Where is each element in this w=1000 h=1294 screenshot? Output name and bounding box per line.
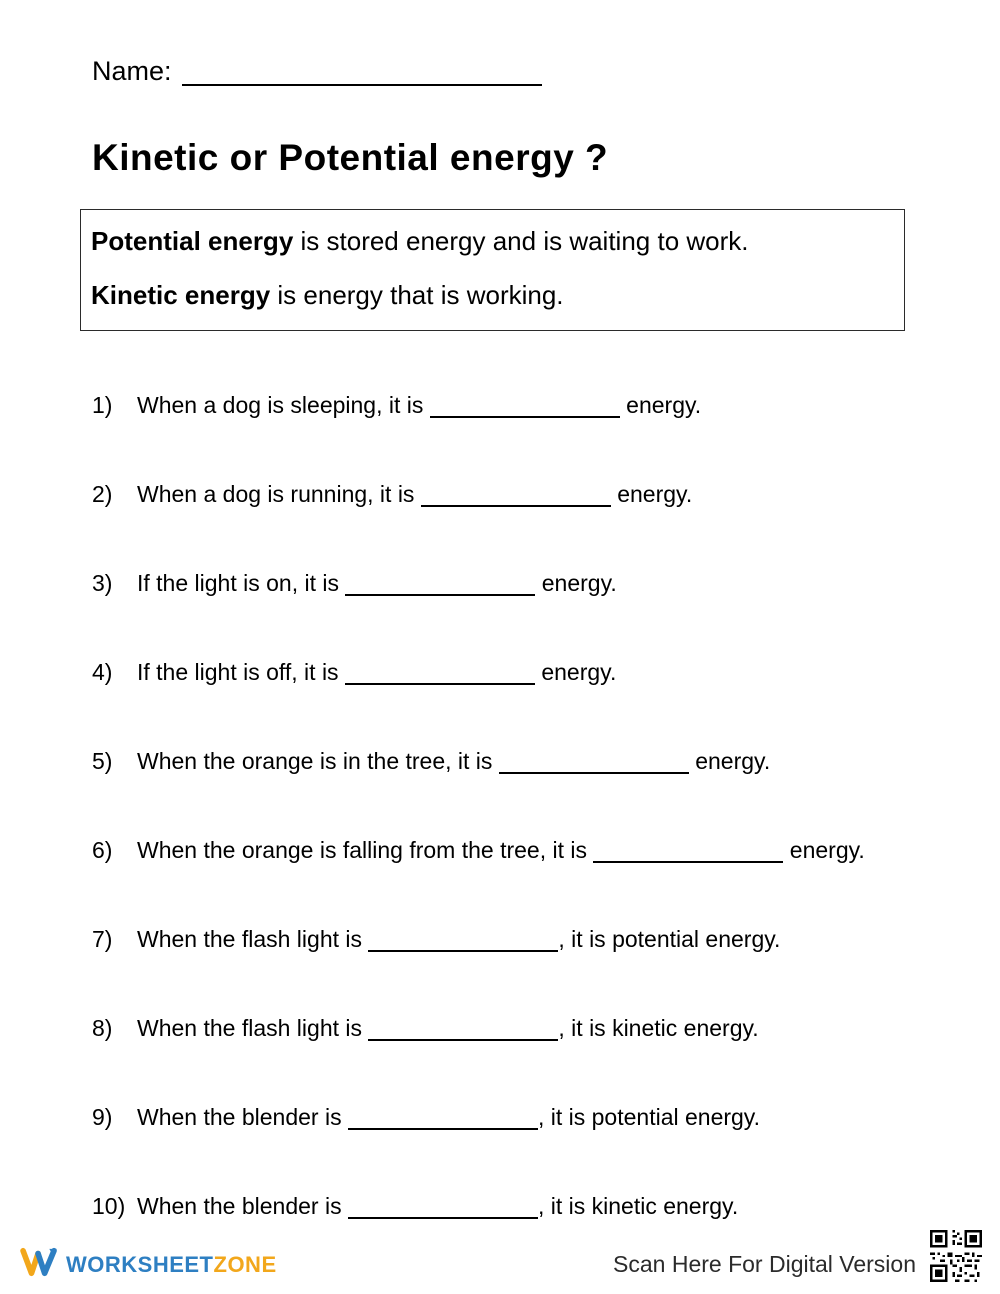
question-row-8 bbox=[92, 1012, 920, 1045]
answer-blank[interactable] bbox=[368, 929, 558, 952]
question-number: 7) bbox=[92, 926, 113, 952]
question-text: When the flash light is , it is kinetic energy. bbox=[137, 1015, 759, 1041]
question-row-6 bbox=[92, 834, 920, 867]
brand-logo bbox=[20, 1247, 277, 1282]
worksheetzone-w-icon bbox=[20, 1247, 58, 1282]
kinetic-definition: Kinetic energy is energy that is working. bbox=[91, 280, 564, 310]
question-row-1 bbox=[92, 389, 920, 422]
page-title: Kinetic or Potential energy ? bbox=[92, 137, 609, 178]
question-number: 10) bbox=[92, 1193, 126, 1219]
name-blank[interactable] bbox=[182, 59, 542, 86]
potential-definition: Potential energy is stored energy and is waiting to work. bbox=[91, 226, 749, 256]
question-text: When the blender is , it is kinetic energy. bbox=[137, 1193, 739, 1219]
name-label: Name: bbox=[92, 56, 172, 86]
name-row bbox=[92, 56, 920, 87]
question-number: 9) bbox=[92, 1104, 113, 1130]
footer bbox=[20, 1230, 982, 1282]
question-list bbox=[80, 389, 920, 1223]
definitions-box bbox=[80, 209, 905, 331]
question-number: 1) bbox=[92, 392, 113, 418]
answer-blank[interactable] bbox=[348, 1107, 538, 1130]
question-number: 8) bbox=[92, 1015, 113, 1041]
scan-area bbox=[613, 1230, 982, 1282]
question-text: When the orange is falling from the tree, it is energy. bbox=[137, 837, 865, 863]
question-row-10 bbox=[92, 1190, 920, 1223]
question-row-2 bbox=[92, 478, 920, 511]
question-number: 5) bbox=[92, 748, 113, 774]
question-row-5 bbox=[92, 745, 920, 778]
question-text: When a dog is running, it is energy. bbox=[137, 481, 693, 507]
answer-blank[interactable] bbox=[593, 840, 783, 863]
question-text: When the orange is in the tree, it is energy. bbox=[137, 748, 771, 774]
question-text: If the light is on, it is energy. bbox=[137, 570, 617, 596]
question-row-7 bbox=[92, 923, 920, 956]
question-row-3 bbox=[92, 567, 920, 600]
brand-text: WORKSHEETZONE bbox=[66, 1251, 277, 1277]
question-text: When the flash light is , it is potential energy. bbox=[137, 926, 781, 952]
question-row-9 bbox=[92, 1101, 920, 1134]
answer-blank[interactable] bbox=[348, 1196, 538, 1219]
question-row-4 bbox=[92, 656, 920, 689]
answer-blank[interactable] bbox=[499, 751, 689, 774]
answer-blank[interactable] bbox=[368, 1018, 558, 1041]
qr-code bbox=[930, 1230, 982, 1282]
question-text: If the light is off, it is energy. bbox=[137, 659, 617, 685]
answer-blank[interactable] bbox=[430, 395, 620, 418]
question-number: 3) bbox=[92, 570, 113, 596]
question-text: When a dog is sleeping, it is energy. bbox=[137, 392, 702, 418]
question-number: 2) bbox=[92, 481, 113, 507]
question-number: 6) bbox=[92, 837, 113, 863]
answer-blank[interactable] bbox=[345, 662, 535, 685]
question-number: 4) bbox=[92, 659, 113, 685]
scan-here-text: Scan Here For Digital Version bbox=[613, 1251, 916, 1277]
answer-blank[interactable] bbox=[421, 484, 611, 507]
question-text: When the blender is , it is potential energy. bbox=[137, 1104, 760, 1130]
answer-blank[interactable] bbox=[345, 573, 535, 596]
